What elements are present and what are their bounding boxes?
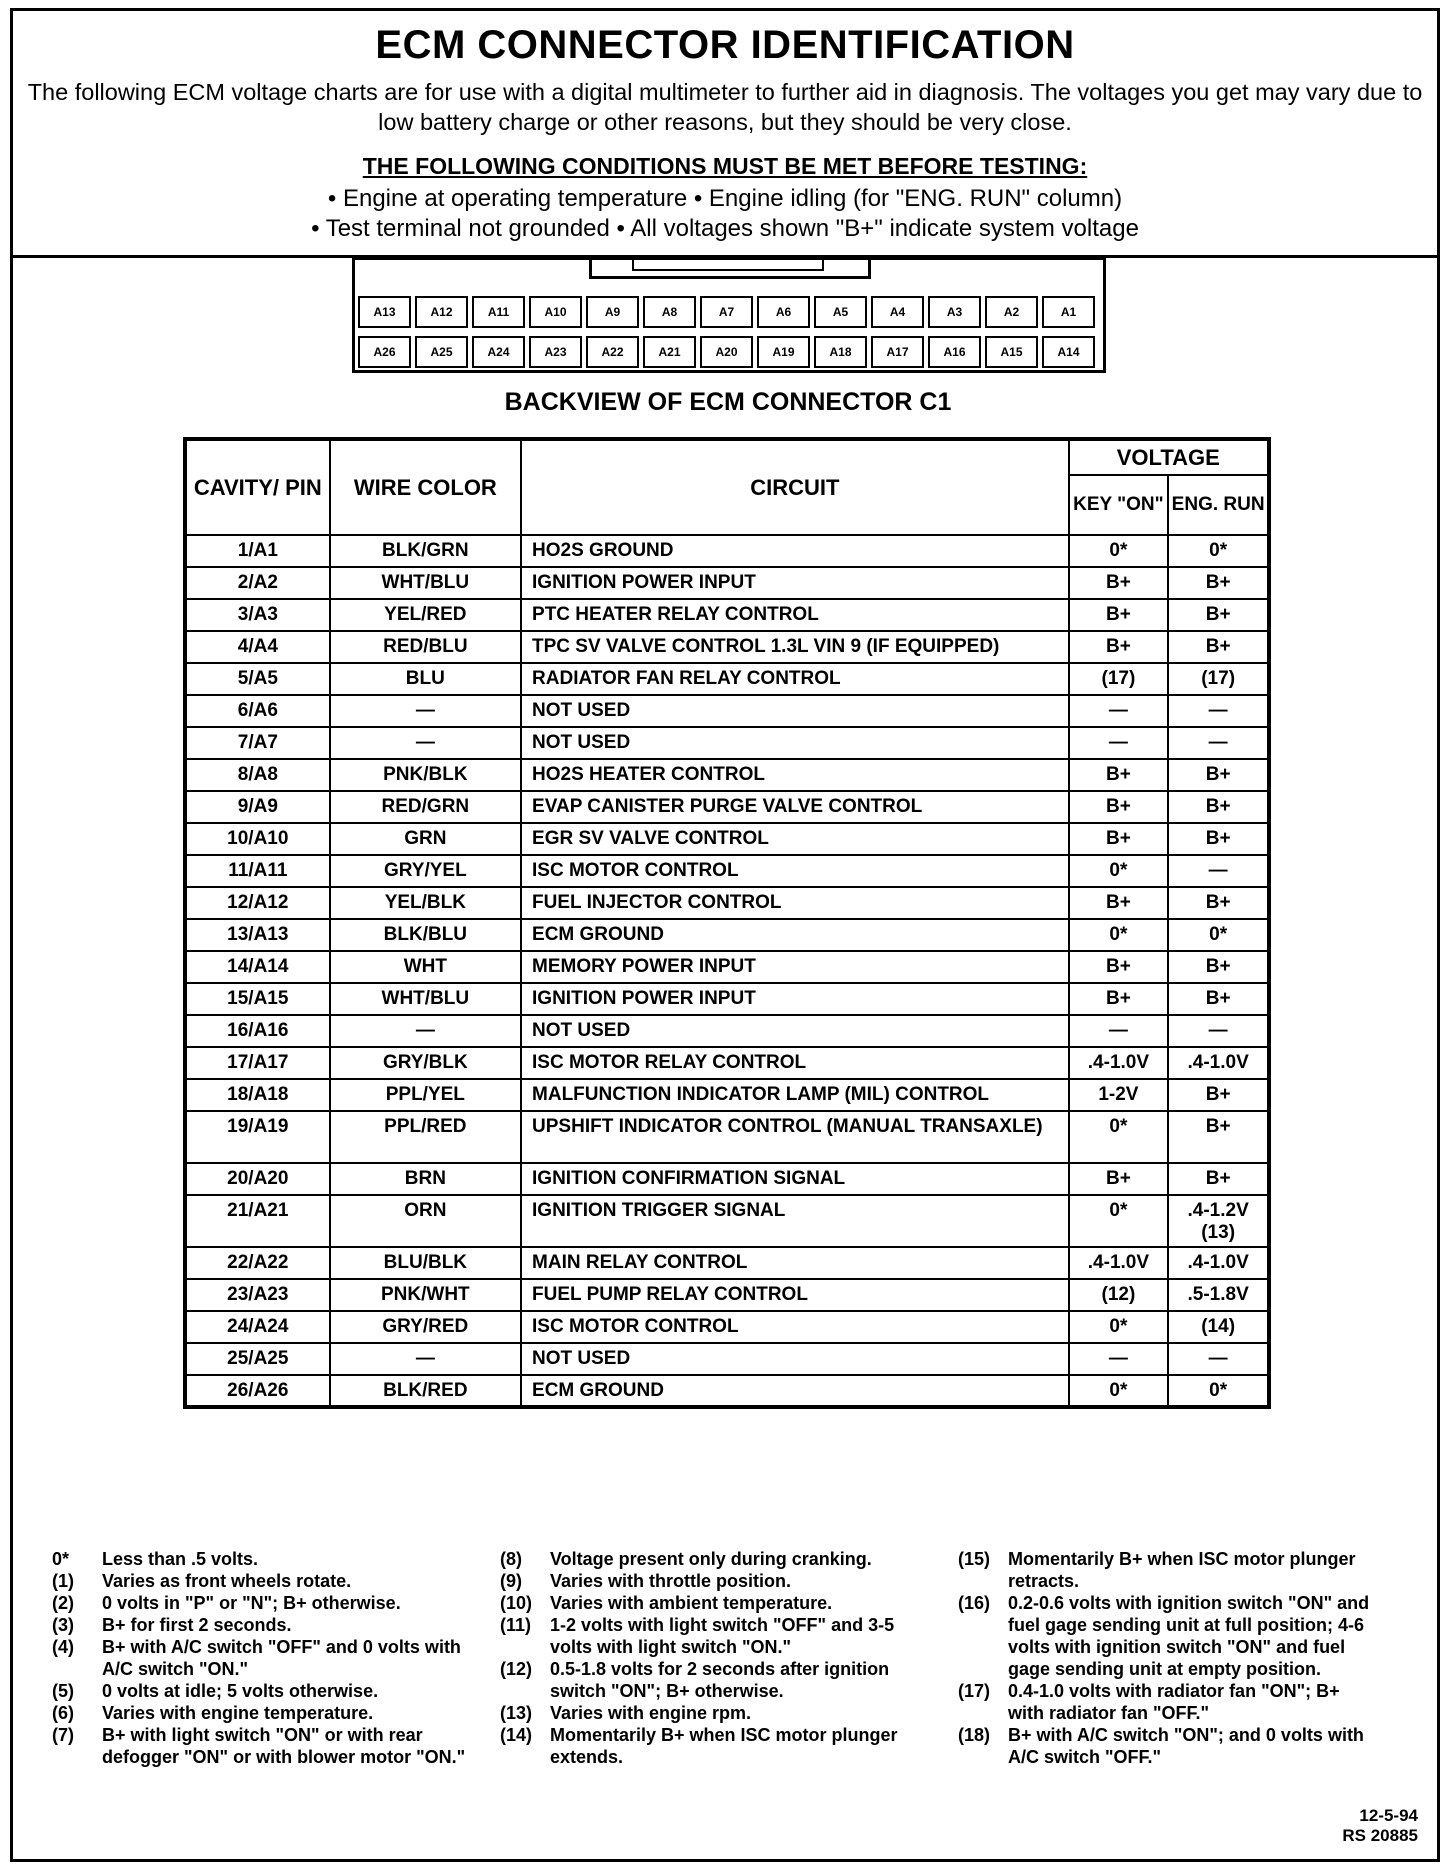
voltage-table xyxy=(183,437,1271,1409)
footnote xyxy=(52,1636,472,1680)
footnote-text: B+ for first 2 seconds. xyxy=(102,1615,292,1635)
footnote xyxy=(958,1680,1378,1724)
connector-pin: A25 xyxy=(415,336,468,368)
cell-pin: 14/A14 xyxy=(185,951,330,983)
page-title: ECM CONNECTOR IDENTIFICATION xyxy=(375,23,1075,67)
cell-wire-color: — xyxy=(330,727,521,759)
cell-eng-run: — xyxy=(1168,727,1269,759)
footnote xyxy=(52,1702,472,1724)
cell-wire-color: BRN xyxy=(330,1163,521,1195)
cell-circuit: RADIATOR FAN RELAY CONTROL xyxy=(521,663,1069,695)
cell-wire-color: — xyxy=(330,695,521,727)
cell-pin: 21/A21 xyxy=(185,1195,330,1247)
cell-wire-color: WHT xyxy=(330,951,521,983)
footnote xyxy=(500,1702,940,1724)
cell-circuit: NOT USED xyxy=(521,1343,1069,1375)
cell-circuit: IGNITION POWER INPUT xyxy=(521,567,1069,599)
cell-circuit: ISC MOTOR CONTROL xyxy=(521,1311,1069,1343)
cell-pin: 18/A18 xyxy=(185,1079,330,1111)
cell-circuit: ECM GROUND xyxy=(521,1375,1069,1407)
header-wire-color: WIRE COLOR xyxy=(330,439,521,535)
cell-wire-color: PNK/WHT xyxy=(330,1279,521,1311)
footnote-text: 0.2-0.6 volts with ignition switch "ON" and fuel gage sending unit at full position; 4-6 volts with ignition switch "ON" and fuel gage sending unit at empty position. xyxy=(1008,1593,1370,1679)
table-row xyxy=(185,1375,1269,1407)
cell-circuit: NOT USED xyxy=(521,727,1069,759)
cell-pin: 25/A25 xyxy=(185,1343,330,1375)
footnote-text: 0 volts at idle; 5 volts otherwise. xyxy=(102,1681,379,1701)
footnote xyxy=(52,1570,472,1592)
connector-diagram xyxy=(352,257,1106,373)
connector-pin: A3 xyxy=(928,296,981,328)
cell-key-on: 0* xyxy=(1069,919,1169,951)
footnote xyxy=(500,1592,940,1614)
connector-pin: A1 xyxy=(1042,296,1095,328)
cell-pin: 22/A22 xyxy=(185,1247,330,1279)
footnote xyxy=(958,1592,1378,1680)
connector-pin: A6 xyxy=(757,296,810,328)
cell-pin: 13/A13 xyxy=(185,919,330,951)
cell-pin: 23/A23 xyxy=(185,1279,330,1311)
table-row xyxy=(185,1111,1269,1163)
cell-eng-run: B+ xyxy=(1168,1111,1269,1163)
cell-wire-color: PNK/BLK xyxy=(330,759,521,791)
cell-key-on: B+ xyxy=(1069,983,1169,1015)
footnote-key: (16) xyxy=(958,1593,991,1613)
connector-pin: A18 xyxy=(814,336,867,368)
cell-wire-color: GRN xyxy=(330,823,521,855)
cell-wire-color: BLK/RED xyxy=(330,1375,521,1407)
cell-key-on: 0* xyxy=(1069,535,1169,567)
cell-key-on: .4-1.0V xyxy=(1069,1047,1169,1079)
cell-wire-color: GRY/BLK xyxy=(330,1047,521,1079)
cell-pin: 16/A16 xyxy=(185,1015,330,1047)
footnote-text: Momentarily B+ when ISC motor plunger retracts. xyxy=(1008,1549,1356,1591)
footnote xyxy=(52,1724,472,1768)
cell-circuit: FUEL INJECTOR CONTROL xyxy=(521,887,1069,919)
footnote xyxy=(500,1570,940,1592)
cell-circuit: EVAP CANISTER PURGE VALVE CONTROL xyxy=(521,791,1069,823)
table-row xyxy=(185,535,1269,567)
cell-pin: 11/A11 xyxy=(185,855,330,887)
footnote-key: (5) xyxy=(52,1681,74,1701)
cell-wire-color: YEL/BLK xyxy=(330,887,521,919)
cell-key-on: — xyxy=(1069,695,1169,727)
connector-pin-row-top xyxy=(358,296,1099,328)
connector-pin: A17 xyxy=(871,336,924,368)
footnote-key: (7) xyxy=(52,1725,74,1745)
cell-key-on: 0* xyxy=(1069,1311,1169,1343)
cell-eng-run: — xyxy=(1168,1015,1269,1047)
cell-key-on: B+ xyxy=(1069,631,1169,663)
connector-pin: A21 xyxy=(643,336,696,368)
cell-eng-run: B+ xyxy=(1168,1079,1269,1111)
connector-pin: A15 xyxy=(985,336,1038,368)
cell-wire-color: BLU/BLK xyxy=(330,1247,521,1279)
notes-column-1 xyxy=(52,1548,472,1768)
table-row xyxy=(185,695,1269,727)
connector-pin: A7 xyxy=(700,296,753,328)
footnote-text: Varies as front wheels rotate. xyxy=(102,1571,352,1591)
cell-circuit: IGNITION TRIGGER SIGNAL xyxy=(521,1195,1069,1247)
footnote-text: Voltage present only during cranking. xyxy=(550,1549,872,1569)
cell-wire-color: BLK/BLU xyxy=(330,919,521,951)
notes-column-2 xyxy=(500,1548,940,1768)
table-row xyxy=(185,1247,1269,1279)
cell-pin: 4/A4 xyxy=(185,631,330,663)
cell-wire-color: WHT/BLU xyxy=(330,567,521,599)
cell-pin: 12/A12 xyxy=(185,887,330,919)
footer-code: RS 20885 xyxy=(1342,1826,1418,1845)
footnote-key: (15) xyxy=(958,1549,991,1569)
table-row xyxy=(185,599,1269,631)
footnote-key: (17) xyxy=(958,1681,991,1701)
cell-key-on: 0* xyxy=(1069,855,1169,887)
cell-pin: 6/A6 xyxy=(185,695,330,727)
cell-key-on: B+ xyxy=(1069,887,1169,919)
cell-wire-color: WHT/BLU xyxy=(330,983,521,1015)
table-row xyxy=(185,1047,1269,1079)
cell-circuit: IGNITION POWER INPUT xyxy=(521,983,1069,1015)
cell-wire-color: ORN xyxy=(330,1195,521,1247)
footnote xyxy=(52,1592,472,1614)
header-key-on: KEY "ON" xyxy=(1069,475,1169,535)
conditions-title: THE FOLLOWING CONDITIONS MUST BE MET BEFORE TESTING: xyxy=(362,153,1088,179)
footnote-key: (1) xyxy=(52,1571,74,1591)
cell-eng-run: .5-1.8V xyxy=(1168,1279,1269,1311)
cell-pin: 7/A7 xyxy=(185,727,330,759)
cell-circuit: NOT USED xyxy=(521,1015,1069,1047)
connector-caption: BACKVIEW OF ECM CONNECTOR C1 xyxy=(504,388,952,416)
cell-key-on: B+ xyxy=(1069,567,1169,599)
cell-key-on: (17) xyxy=(1069,663,1169,695)
cell-circuit: HO2S HEATER CONTROL xyxy=(521,759,1069,791)
cell-key-on: (12) xyxy=(1069,1279,1169,1311)
cell-eng-run: 0* xyxy=(1168,919,1269,951)
table-row xyxy=(185,823,1269,855)
cell-key-on: — xyxy=(1069,1015,1169,1047)
connector-pin: A8 xyxy=(643,296,696,328)
cell-eng-run: .4-1.2V (13) xyxy=(1168,1195,1269,1247)
table-row xyxy=(185,791,1269,823)
footnote-text: Varies with ambient temperature. xyxy=(550,1593,833,1613)
table-row xyxy=(185,1343,1269,1375)
cell-wire-color: PPL/YEL xyxy=(330,1079,521,1111)
connector-pin: A11 xyxy=(472,296,525,328)
cell-circuit: ECM GROUND xyxy=(521,919,1069,951)
cell-eng-run: B+ xyxy=(1168,887,1269,919)
footnote-text: B+ with A/C switch "ON"; and 0 volts with A/C switch "OFF." xyxy=(1008,1725,1364,1767)
cell-pin: 10/A10 xyxy=(185,823,330,855)
cell-eng-run: .4-1.0V xyxy=(1168,1247,1269,1279)
cell-circuit: TPC SV VALVE CONTROL 1.3L VIN 9 (IF EQUIPPED) xyxy=(521,631,1069,663)
table-row xyxy=(185,631,1269,663)
cell-wire-color: — xyxy=(330,1343,521,1375)
cell-key-on: B+ xyxy=(1069,951,1169,983)
cell-wire-color: RED/GRN xyxy=(330,791,521,823)
cell-circuit: IGNITION CONFIRMATION SIGNAL xyxy=(521,1163,1069,1195)
cell-wire-color: PPL/RED xyxy=(330,1111,521,1163)
footnote-text: Varies with throttle position. xyxy=(550,1571,792,1591)
cell-circuit: MEMORY POWER INPUT xyxy=(521,951,1069,983)
footnote-text: 0.4-1.0 volts with radiator fan "ON"; B+ with radiator fan "OFF." xyxy=(1008,1681,1340,1723)
cell-key-on: B+ xyxy=(1069,791,1169,823)
footnote xyxy=(958,1724,1378,1768)
cell-key-on: 1-2V xyxy=(1069,1079,1169,1111)
cell-pin: 5/A5 xyxy=(185,663,330,695)
cell-key-on: — xyxy=(1069,1343,1169,1375)
cell-eng-run: B+ xyxy=(1168,631,1269,663)
cell-key-on: .4-1.0V xyxy=(1069,1247,1169,1279)
cell-wire-color: GRY/YEL xyxy=(330,855,521,887)
footnote xyxy=(958,1548,1378,1592)
cell-circuit: MAIN RELAY CONTROL xyxy=(521,1247,1069,1279)
cell-pin: 15/A15 xyxy=(185,983,330,1015)
footnote-key: (18) xyxy=(958,1725,991,1745)
cell-circuit: ISC MOTOR CONTROL xyxy=(521,855,1069,887)
cell-circuit: UPSHIFT INDICATOR CONTROL (MANUAL TRANSAXLE) xyxy=(521,1111,1069,1163)
connector-pin: A12 xyxy=(415,296,468,328)
footnote-key: (6) xyxy=(52,1703,74,1723)
connector-pin: A19 xyxy=(757,336,810,368)
table-row xyxy=(185,1311,1269,1343)
cell-circuit: MALFUNCTION INDICATOR LAMP (MIL) CONTROL xyxy=(521,1079,1069,1111)
connector-pin: A9 xyxy=(586,296,639,328)
footnote-text: B+ with light switch "ON" or with rear defogger "ON" or with blower motor "ON." xyxy=(102,1725,466,1767)
footnote-key: (3) xyxy=(52,1615,74,1635)
cell-key-on: B+ xyxy=(1069,759,1169,791)
cell-key-on: B+ xyxy=(1069,1163,1169,1195)
footer-date: 12-5-94 xyxy=(1359,1806,1418,1825)
condition-line: • Test terminal not grounded • All voltages shown "B+" indicate system voltage xyxy=(311,215,1139,242)
cell-wire-color: BLU xyxy=(330,663,521,695)
cell-eng-run: — xyxy=(1168,695,1269,727)
header-section xyxy=(13,11,1437,258)
cell-circuit: ISC MOTOR RELAY CONTROL xyxy=(521,1047,1069,1079)
cell-pin: 24/A24 xyxy=(185,1311,330,1343)
cell-eng-run: B+ xyxy=(1168,791,1269,823)
connector-pin: A14 xyxy=(1042,336,1095,368)
cell-wire-color: — xyxy=(330,1015,521,1047)
connector-pin: A16 xyxy=(928,336,981,368)
footnote xyxy=(500,1548,940,1570)
footnote xyxy=(52,1614,472,1636)
footnote-text: 0 volts in "P" or "N"; B+ otherwise. xyxy=(102,1593,401,1613)
footnote-key: (2) xyxy=(52,1593,74,1613)
connector-pin: A2 xyxy=(985,296,1038,328)
footnote-key: (8) xyxy=(500,1549,522,1569)
cell-pin: 19/A19 xyxy=(185,1111,330,1163)
cell-eng-run: 0* xyxy=(1168,535,1269,567)
cell-eng-run: — xyxy=(1168,855,1269,887)
connector-pin-row-bottom xyxy=(358,336,1099,368)
header-cavity: CAVITY/ PIN xyxy=(185,439,330,535)
cell-circuit: NOT USED xyxy=(521,695,1069,727)
connector-pin: A23 xyxy=(529,336,582,368)
table-row xyxy=(185,1163,1269,1195)
connector-pin: A22 xyxy=(586,336,639,368)
table-row xyxy=(185,951,1269,983)
cell-pin: 9/A9 xyxy=(185,791,330,823)
cell-eng-run: B+ xyxy=(1168,823,1269,855)
cell-pin: 17/A17 xyxy=(185,1047,330,1079)
cell-pin: 3/A3 xyxy=(185,599,330,631)
table-row xyxy=(185,663,1269,695)
footnote-text: Varies with engine rpm. xyxy=(550,1703,752,1723)
connector-pin: A20 xyxy=(700,336,753,368)
table-row xyxy=(185,727,1269,759)
connector-lock-tab xyxy=(589,257,871,279)
footnote-key: (14) xyxy=(500,1725,533,1745)
footnote xyxy=(500,1658,940,1702)
table-row xyxy=(185,855,1269,887)
table-row xyxy=(185,567,1269,599)
footnote xyxy=(52,1548,472,1570)
notes-column-3 xyxy=(958,1548,1378,1768)
table-row xyxy=(185,1195,1269,1247)
table-row xyxy=(185,919,1269,951)
cell-eng-run: B+ xyxy=(1168,983,1269,1015)
cell-pin: 2/A2 xyxy=(185,567,330,599)
footnote-key: (9) xyxy=(500,1571,522,1591)
cell-eng-run: — xyxy=(1168,1343,1269,1375)
footnote-key: 0* xyxy=(52,1549,70,1569)
footnote-key: (11) xyxy=(500,1615,532,1635)
table-row xyxy=(185,1015,1269,1047)
table-row xyxy=(185,887,1269,919)
condition-line: • Engine at operating temperature • Engine idling (for "ENG. RUN" column) xyxy=(327,185,1123,212)
cell-key-on: 0* xyxy=(1069,1111,1169,1163)
cell-wire-color: YEL/RED xyxy=(330,599,521,631)
cell-pin: 26/A26 xyxy=(185,1375,330,1407)
header-eng-run: ENG. RUN xyxy=(1168,475,1269,535)
header-circuit: CIRCUIT xyxy=(521,439,1069,535)
table-row xyxy=(185,759,1269,791)
connector-pin: A4 xyxy=(871,296,924,328)
footnote-text: Less than .5 volts. xyxy=(102,1549,259,1569)
intro-text: The following ECM voltage charts are for use with a digital multimeter to further aid in diagnosis. The voltages you get may vary due to low battery charge or other reasons, but they should be very close. xyxy=(27,79,1423,135)
cell-circuit: EGR SV VALVE CONTROL xyxy=(521,823,1069,855)
header-voltage: VOLTAGE xyxy=(1069,439,1269,475)
cell-pin: 20/A20 xyxy=(185,1163,330,1195)
footnote-key: (4) xyxy=(52,1637,74,1657)
cell-eng-run: B+ xyxy=(1168,599,1269,631)
cell-eng-run: .4-1.0V xyxy=(1168,1047,1269,1079)
connector-pin: A26 xyxy=(358,336,411,368)
footnote-text: B+ with A/C switch "OFF" and 0 volts with A/C switch "ON." xyxy=(102,1637,461,1679)
cell-eng-run: (17) xyxy=(1168,663,1269,695)
footnote-text: 1-2 volts with light switch "OFF" and 3-5 volts with light switch "ON." xyxy=(550,1615,895,1657)
table-row xyxy=(185,983,1269,1015)
footnote-text: Momentarily B+ when ISC motor plunger extends. xyxy=(550,1725,898,1767)
table-row xyxy=(185,1279,1269,1311)
connector-pin: A24 xyxy=(472,336,525,368)
cell-circuit: PTC HEATER RELAY CONTROL xyxy=(521,599,1069,631)
cell-wire-color: RED/BLU xyxy=(330,631,521,663)
footnote xyxy=(500,1724,940,1768)
cell-key-on: B+ xyxy=(1069,823,1169,855)
footnote xyxy=(500,1614,940,1658)
cell-pin: 1/A1 xyxy=(185,535,330,567)
cell-key-on: 0* xyxy=(1069,1195,1169,1247)
cell-key-on: 0* xyxy=(1069,1375,1169,1407)
cell-key-on: — xyxy=(1069,727,1169,759)
connector-pin: A5 xyxy=(814,296,867,328)
footnote-text: Varies with engine temperature. xyxy=(102,1703,374,1723)
cell-wire-color: GRY/RED xyxy=(330,1311,521,1343)
cell-pin: 8/A8 xyxy=(185,759,330,791)
footnote-key: (13) xyxy=(500,1703,533,1723)
footer-ref xyxy=(1342,1806,1418,1846)
cell-circuit: HO2S GROUND xyxy=(521,535,1069,567)
footnote-text: 0.5-1.8 volts for 2 seconds after ignition switch "ON"; B+ otherwise. xyxy=(550,1659,890,1701)
footnote-key: (12) xyxy=(500,1659,533,1679)
connector-pin: A13 xyxy=(358,296,411,328)
cell-eng-run: B+ xyxy=(1168,951,1269,983)
cell-eng-run: (14) xyxy=(1168,1311,1269,1343)
cell-eng-run: 0* xyxy=(1168,1375,1269,1407)
cell-circuit: FUEL PUMP RELAY CONTROL xyxy=(521,1279,1069,1311)
cell-eng-run: B+ xyxy=(1168,759,1269,791)
footnote-key: (10) xyxy=(500,1593,533,1613)
cell-wire-color: BLK/GRN xyxy=(330,535,521,567)
footnote xyxy=(52,1680,472,1702)
cell-eng-run: B+ xyxy=(1168,1163,1269,1195)
connector-pin: A10 xyxy=(529,296,582,328)
cell-key-on: B+ xyxy=(1069,599,1169,631)
cell-eng-run: B+ xyxy=(1168,567,1269,599)
table-row xyxy=(185,1079,1269,1111)
